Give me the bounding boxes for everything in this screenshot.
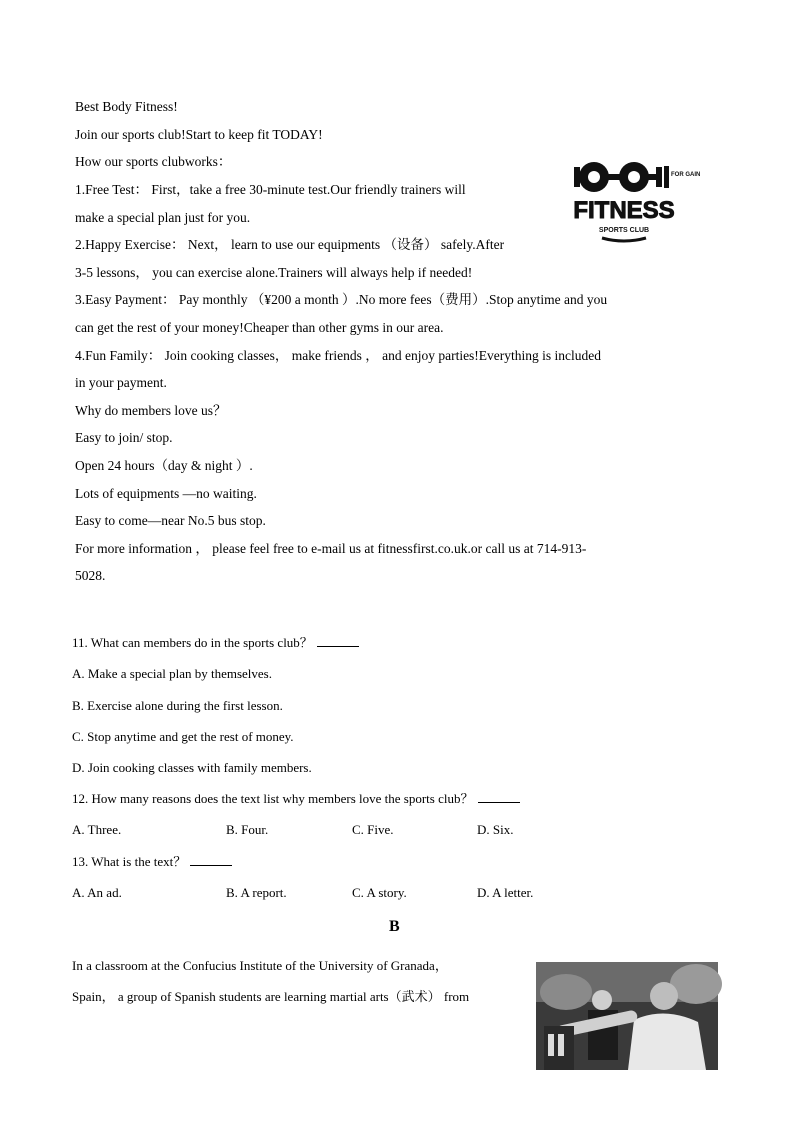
passage-line: 4.Fun Family： Join cooking classes， make friends ， and enjoy parties!Everything is included <box>75 348 602 363</box>
passage-line: Easy to come—near No.5 bus stop. <box>75 513 266 528</box>
answer-blank <box>478 790 520 803</box>
answer-blank <box>317 634 359 647</box>
section-heading: B <box>389 918 400 935</box>
passage-line: in your payment. <box>75 375 167 390</box>
question-stem: 13. What is the text？ <box>72 854 187 869</box>
option: A. Make a special plan by themselves. <box>72 666 272 681</box>
option: B. Exercise alone during the first lesson. <box>72 698 283 713</box>
option: A. Three. <box>72 822 122 837</box>
question-11 <box>72 634 359 652</box>
question-12 <box>72 790 520 808</box>
option: D. A letter. <box>477 885 534 900</box>
passage-line: make a special plan just for you. <box>75 210 251 225</box>
logo-main-text: FITNESS <box>573 197 675 224</box>
passage-line: 3-5 lessons， you can exercise alone.Trainers will always help if needed! <box>75 265 473 280</box>
passage-line: In a classroom at the Confucius Institute of the University of Granada， <box>72 958 448 973</box>
logo-top-text: FOR GAIN <box>671 172 701 178</box>
passage-line: For more information ， please feel free to e-mail us at fitnessfirst.co.uk.or call us at 714-913- <box>75 541 587 556</box>
passage-line: Why do members love us？ <box>75 403 227 418</box>
passage-line: How our sports clubworks： <box>75 154 232 169</box>
option: A. An ad. <box>72 885 122 900</box>
barbell-logo-icon <box>572 152 701 246</box>
option: C. Five. <box>352 822 394 837</box>
option: D. Six. <box>477 822 514 837</box>
question-stem: 12. How many reasons does the text list why members love the sports club？ <box>72 791 474 806</box>
martial-arts-class-photo <box>536 962 718 1070</box>
logo-sub-text: SPORTS CLUB <box>598 227 650 234</box>
question-stem: 11. What can members do in the sports club？ <box>72 635 313 650</box>
fitness-logo <box>572 152 701 246</box>
question-13 <box>72 853 232 871</box>
passage-line: Open 24 hours（day & night ）. <box>75 458 253 473</box>
option: B. A report. <box>226 885 287 900</box>
option: C. Stop anytime and get the rest of money. <box>72 729 294 744</box>
passage-line: can get the rest of your money!Cheaper than other gyms in our area. <box>75 320 444 335</box>
option: D. Join cooking classes with family members. <box>72 760 312 775</box>
passage-line: Lots of equipments —no waiting. <box>75 486 257 501</box>
answer-blank <box>190 853 232 866</box>
passage-line: 3.Easy Payment： Pay monthly （¥200 a month ）.No more fees（费用）.Stop anytime and you <box>75 292 608 307</box>
passage-line: 1.Free Test： First，take a free 30-minute test.Our friendly trainers will <box>75 182 466 197</box>
passage-line: Best Body Fitness! <box>75 99 178 114</box>
option: C. A story. <box>352 885 407 900</box>
passage-line: Spain， a group of Spanish students are learning martial arts（武术） from <box>72 989 470 1004</box>
passage-line: 2.Happy Exercise： Next， learn to use our equipments （设备） safely.After <box>75 237 505 252</box>
option: B. Four. <box>226 822 269 837</box>
passage-line: Join our sports club!Start to keep fit TODAY! <box>75 127 323 142</box>
passage-line: 5028. <box>75 568 106 583</box>
passage-line: Easy to join/ stop. <box>75 430 173 445</box>
